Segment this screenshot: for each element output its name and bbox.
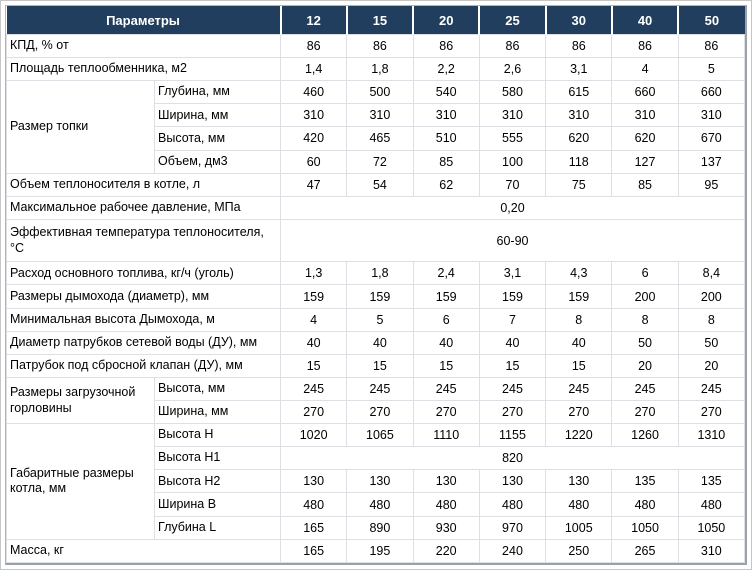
table-row [7,219,745,262]
value-cell: 270 [612,401,678,424]
value-cell: 420 [281,127,347,150]
table-row [7,331,745,354]
value-cell: 100 [479,150,545,173]
value-cell: 159 [546,285,612,308]
value-cell: 310 [281,104,347,127]
value-cell: 1,8 [347,262,413,285]
sub-row-label: Высота Н [155,424,281,447]
value-cell: 54 [347,173,413,196]
value-cell: 270 [281,401,347,424]
value-cell: 40 [546,331,612,354]
value-cell: 1020 [281,424,347,447]
row-label: Масса, кг [7,539,281,562]
table-row [7,377,745,400]
value-cell: 3,1 [546,58,612,81]
merged-value-cell: 60-90 [281,219,745,262]
table-row [7,196,745,219]
value-cell: 165 [281,516,347,539]
value-cell: 270 [479,401,545,424]
model-column-header: 30 [546,6,612,35]
value-cell: 1155 [479,424,545,447]
sub-row-label: Глубина L [155,516,281,539]
value-cell: 3,1 [479,262,545,285]
value-cell: 75 [546,173,612,196]
value-cell: 15 [281,354,347,377]
row-label: Размеры дымохода (диаметр), мм [7,285,281,308]
value-cell: 1050 [678,516,744,539]
value-cell: 40 [347,331,413,354]
value-cell: 6 [413,308,479,331]
value-cell: 130 [347,470,413,493]
value-cell: 245 [546,377,612,400]
value-cell: 480 [612,493,678,516]
model-column-header: 25 [479,6,545,35]
sub-row-label: Высота Н1 [155,447,281,470]
value-cell: 4 [612,58,678,81]
value-cell: 270 [678,401,744,424]
sub-row-label: Ширина В [155,493,281,516]
value-cell: 86 [678,35,744,58]
value-cell: 159 [479,285,545,308]
value-cell: 50 [678,331,744,354]
row-label: КПД, % от [7,35,281,58]
row-label: Объем теплоносителя в котле, л [7,173,281,196]
value-cell: 970 [479,516,545,539]
value-cell: 310 [546,104,612,127]
value-cell: 200 [612,285,678,308]
table-row [7,285,745,308]
value-cell: 480 [347,493,413,516]
row-label: Диаметр патрубков сетевой воды (ДУ), мм [7,331,281,354]
value-cell: 5 [347,308,413,331]
value-cell: 310 [678,539,744,562]
header-row [7,6,745,35]
value-cell: 86 [347,35,413,58]
merged-value-cell: 0,20 [281,196,745,219]
value-cell: 2,4 [413,262,479,285]
value-cell: 137 [678,150,744,173]
value-cell: 1005 [546,516,612,539]
value-cell: 270 [413,401,479,424]
value-cell: 620 [546,127,612,150]
value-cell: 40 [479,331,545,354]
sub-row-label: Объем, дм3 [155,150,281,173]
value-cell: 47 [281,173,347,196]
value-cell: 500 [347,81,413,104]
value-cell: 195 [347,539,413,562]
value-cell: 480 [281,493,347,516]
value-cell: 5 [678,58,744,81]
value-cell: 85 [413,150,479,173]
value-cell: 15 [347,354,413,377]
table-row [7,539,745,562]
value-cell: 165 [281,539,347,562]
value-cell: 15 [546,354,612,377]
value-cell: 40 [281,331,347,354]
sub-row-label: Высота, мм [155,127,281,150]
sub-row-label: Высота Н2 [155,470,281,493]
value-cell: 480 [678,493,744,516]
parameters-header-cell: Параметры [7,6,281,35]
model-column-header: 12 [281,6,347,35]
value-cell: 159 [413,285,479,308]
merged-value-cell: 820 [281,447,745,470]
value-cell: 127 [612,150,678,173]
value-cell: 310 [612,104,678,127]
value-cell: 86 [612,35,678,58]
table-row [7,262,745,285]
value-cell: 15 [479,354,545,377]
value-cell: 620 [612,127,678,150]
value-cell: 245 [413,377,479,400]
value-cell: 1050 [612,516,678,539]
value-cell: 200 [678,285,744,308]
value-cell: 50 [612,331,678,354]
table-row [7,173,745,196]
value-cell: 245 [612,377,678,400]
table-row [7,58,745,81]
value-cell: 85 [612,173,678,196]
table-row [7,308,745,331]
value-cell: 310 [678,104,744,127]
value-cell: 245 [281,377,347,400]
row-label: Расход основного топлива, кг/ч (уголь) [7,262,281,285]
model-column-header: 20 [413,6,479,35]
boiler-spec-table-frame [5,5,747,565]
value-cell: 95 [678,173,744,196]
value-cell: 240 [479,539,545,562]
value-cell: 310 [413,104,479,127]
value-cell: 6 [612,262,678,285]
row-label: Максимальное рабочее давление, МПа [7,196,281,219]
value-cell: 220 [413,539,479,562]
value-cell: 930 [413,516,479,539]
value-cell: 580 [479,81,545,104]
value-cell: 7 [479,308,545,331]
value-cell: 86 [546,35,612,58]
sub-row-label: Глубина, мм [155,81,281,104]
value-cell: 1065 [347,424,413,447]
value-cell: 8 [546,308,612,331]
value-cell: 40 [413,331,479,354]
value-cell: 60 [281,150,347,173]
value-cell: 1260 [612,424,678,447]
value-cell: 660 [612,81,678,104]
group-label: Габаритные размеры котла, мм [7,424,155,540]
value-cell: 670 [678,127,744,150]
value-cell: 465 [347,127,413,150]
value-cell: 4 [281,308,347,331]
value-cell: 1110 [413,424,479,447]
model-column-header: 15 [347,6,413,35]
value-cell: 20 [612,354,678,377]
value-cell: 480 [479,493,545,516]
value-cell: 118 [546,150,612,173]
value-cell: 130 [479,470,545,493]
value-cell: 480 [413,493,479,516]
value-cell: 72 [347,150,413,173]
row-label: Минимальная высота Дымохода, м [7,308,281,331]
group-label: Размеры загрузочной горловины [7,377,155,423]
boiler-spec-table [6,6,745,563]
value-cell: 8,4 [678,262,744,285]
value-cell: 555 [479,127,545,150]
value-cell: 310 [479,104,545,127]
value-cell: 86 [479,35,545,58]
table-row [7,35,745,58]
sub-row-label: Ширина, мм [155,104,281,127]
value-cell: 70 [479,173,545,196]
row-label: Эффективная температура теплоносителя, °С [7,219,281,262]
value-cell: 310 [347,104,413,127]
value-cell: 270 [347,401,413,424]
value-cell: 8 [612,308,678,331]
value-cell: 1,3 [281,262,347,285]
value-cell: 135 [612,470,678,493]
value-cell: 1310 [678,424,744,447]
group-label: Размер топки [7,81,155,173]
value-cell: 130 [413,470,479,493]
sub-row-label: Ширина, мм [155,401,281,424]
value-cell: 245 [479,377,545,400]
value-cell: 8 [678,308,744,331]
value-cell: 135 [678,470,744,493]
value-cell: 1220 [546,424,612,447]
table-row [7,424,745,447]
table-row [7,354,745,377]
model-column-header: 40 [612,6,678,35]
value-cell: 250 [546,539,612,562]
value-cell: 615 [546,81,612,104]
value-cell: 62 [413,173,479,196]
value-cell: 130 [546,470,612,493]
table-row [7,81,745,104]
value-cell: 159 [281,285,347,308]
model-column-header: 50 [678,6,744,35]
value-cell: 20 [678,354,744,377]
value-cell: 540 [413,81,479,104]
value-cell: 510 [413,127,479,150]
value-cell: 660 [678,81,744,104]
value-cell: 2,2 [413,58,479,81]
value-cell: 2,6 [479,58,545,81]
value-cell: 245 [347,377,413,400]
value-cell: 4,3 [546,262,612,285]
row-label: Площадь теплообменника, м2 [7,58,281,81]
value-cell: 1,8 [347,58,413,81]
row-label: Патрубок под сбросной клапан (ДУ), мм [7,354,281,377]
value-cell: 86 [281,35,347,58]
value-cell: 270 [546,401,612,424]
sub-row-label: Высота, мм [155,377,281,400]
value-cell: 460 [281,81,347,104]
value-cell: 130 [281,470,347,493]
value-cell: 86 [413,35,479,58]
value-cell: 15 [413,354,479,377]
value-cell: 1,4 [281,58,347,81]
value-cell: 480 [546,493,612,516]
value-cell: 890 [347,516,413,539]
value-cell: 265 [612,539,678,562]
value-cell: 159 [347,285,413,308]
value-cell: 245 [678,377,744,400]
